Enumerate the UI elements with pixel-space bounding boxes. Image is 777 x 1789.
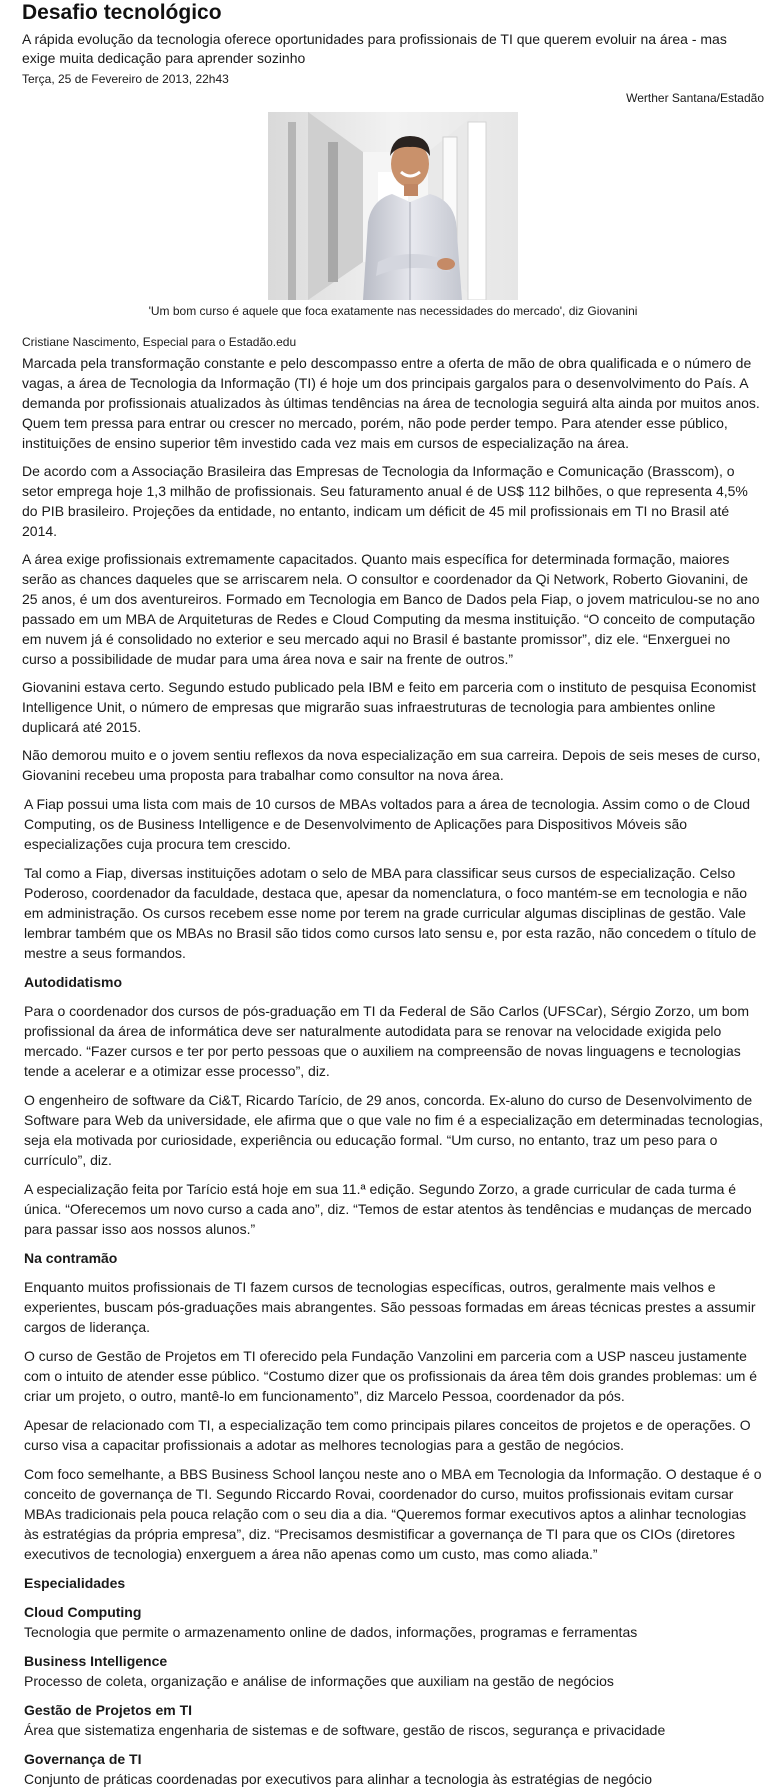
glossary-definition: Processo de coleta, organização e análise de informações que auxiliam na gestão de negócios [24, 1673, 614, 1689]
photo-credit: Werther Santana/Estadão [626, 91, 764, 105]
glossary-definition: Área que sistematiza engenharia de sistemas e de software, gestão de riscos, segurança e privacidade [24, 1722, 666, 1738]
paragraph: Marcada pela transformação constante e pelo descompasso entre a oferta de mão de obra qualificada e o número de vagas, a área de Tecnologia da Informação (TI) é hoje um dos principais gargalos para o desenvolvimento do País. A demanda por profissionais atualizados às últimas tendências na área de tecnologia seguirá alta ainda por muitos anos. Quem tem pressa para entrar ou crescer no mercado, porém, não pode perder tempo. Para atender esse público, instituições de ensino superior têm investido cada vez mais em cursos de especialização na área. [22, 355, 760, 451]
glossary [22, 1602, 764, 1789]
glossary-definition: Conjunto de práticas coordenadas por executivos para alinhar a tecnologia às estratégias de negócio [24, 1771, 653, 1787]
paragraph: Apesar de relacionado com TI, a especialização tem como principais pilares conceitos de projetos e de operações. O curso visa a capacitar profissionais a adotar as melhores tecnologias para a gestão de negócios. [24, 1417, 751, 1453]
paragraph: De acordo com a Associação Brasileira das Empresas de Tecnologia da Informação e Comunicação (Brasscom), o setor emprega hoje 1,3 milhão de profissionais. Seu faturamento anual é de US$ 112 bilhões, o que representa 4,5% do PIB brasileiro. Projeções da entidade, no entanto, indicam um déficit de 45 mil profissionais em TI no Brasil até 2014. [22, 463, 748, 539]
paragraph: Para o coordenador dos cursos de pós-graduação em TI da Federal de São Carlos (UFSCar), Sérgio Zorzo, um bom profissional da área de informática deve ser naturalmente autodidata para se renovar na velocidade exigida pelo mercado. “Fazer cursos e ter por perto pessoas que o auxiliem na compreensão de novas linguagens e tecnologias tende a acelerar e a otimizar esse processo”, diz. [24, 1003, 749, 1079]
glossary-definition: Tecnologia que permite o armazenamento online de dados, informações, programas e ferramentas [24, 1624, 638, 1640]
paragraph: A Fiap possui uma lista com mais de 10 cursos de MBAs voltados para a área de tecnologia. Assim como o de Cloud Computing, os de Business Intelligence e de Desenvolvimento de Aplicações para Dispositivos Móveis são especializações cuja procura tem crescido. [24, 796, 751, 852]
paragraph: Com foco semelhante, a BBS Business School lançou neste ano o MBA em Tecnologia da Informação. O destaque é o conceito de governança de TI. Segundo Riccardo Rovai, coordenador do curso, muitos profissionais evitam cursar MBAs tradicionais pela pouca relação com o seu dia a dia. “Queremos formar executivos aptos a alinhar tecnologias às estratégias da própria empresa”, diz. “Precisamos desmistificar a governança de TI para que os CIOs (diretores executivos de tecnologia) enxerguem a área não apenas como um custo, mas como aliada.” [24, 1466, 762, 1562]
portrait-image [268, 112, 518, 300]
paragraph: Não demorou muito e o jovem sentiu reflexos da nova especialização em sua carreira. Depois de seis meses de curso, Giovanini recebeu uma proposta para trabalhar como consultor na nova área. [22, 747, 761, 783]
paragraph: O engenheiro de software da Ci&T, Ricardo Tarício, de 29 anos, concorda. Ex-aluno do curso de Desenvolvimento de Software para Web da universidade, ele afirma que o que vale no fim é a especialização em determinadas tecnologias, seja ela motivada por curiosidade, experiência ou educação formal. “Um curso, no entanto, traz um peso para o currículo”, diz. [24, 1092, 764, 1168]
paragraph: Enquanto muitos profissionais de TI fazem cursos de tecnologias específicas, outros, geralmente mais velhos e experientes, buscam pós-graduações mais abrangentes. São pessoas formadas em áreas técnicas prestes a assumir cargos de liderança. [24, 1279, 756, 1335]
photo-caption: 'Um bom curso é aquele que foca exatamente nas necessidades do mercado', diz Giovanini [148, 304, 638, 318]
paragraph: Giovanini estava certo. Segundo estudo publicado pela IBM e feito em parceria com o instituto de pesquisa Economist Intelligence Unit, o número de empresas que migrarão suas infraestruturas de tecnologia para ambientes online duplicará até 2015. [22, 679, 756, 735]
article-photo [268, 112, 518, 300]
paragraph: A área exige profissionais extremamente capacitados. Quanto mais específica for determinada formação, maiores serão as chances daqueles que se arriscarem nela. O consultor e coordenador da Qi Network, Roberto Giovanini, de 25 anos, é um dos aventureiros. Formado em Tecnologia em Banco de Dados pela Fiap, o jovem matriculou-se no ano passado em um MBA de Arquiteturas de Redes e Cloud Computing da mesma instituição. “O conceito de computação em nuvem já é consolidado no exterior e seu mercado aqui no Brasil é bastante promissor”, diz ele. “Enxerguei no curso a possibilidade de mudar para uma área nova e sair na frente de outros.” [22, 551, 760, 667]
glossary-term: Business Intelligence [24, 1653, 168, 1669]
article-author: Cristiane Nascimento, Especial para o Estadão.edu [22, 335, 297, 349]
paragraph: O curso de Gestão de Projetos em TI oferecido pela Fundação Vanzolini em parceria com a USP nasceu justamente com o intuito de atender esse público. “Costumo dizer que os profissionais da área têm dois grandes problemas: um é criar um projeto, o outro, mantê-lo em funcionamento”, diz Marcelo Pessoa, coordenador da pós. [24, 1348, 758, 1404]
article [22, 0, 764, 1789]
section-heading-autodidatismo: Autodidatismo [24, 974, 122, 990]
paragraph: A especialização feita por Tarício está hoje em sua 11.ª edição. Segundo Zorzo, a grade curricular de cada turma é única. “Oferecemos um novo curso a cada ano”, diz. “Temos de estar atentos às tendências e mudanças de mercado para passar isso aos nossos alunos.” [24, 1181, 752, 1237]
paragraph: Tal como a Fiap, diversas instituições adotam o selo de MBA para classificar seus cursos de especialização. Celso Poderoso, coordenador da faculdade, destaca que, apesar da nomenclatura, o foco mantém-se em tecnologia e não em administração. Os cursos recebem esse nome por terem na grade curricular algumas disciplinas de gestão. Vale lembrar também que os MBAs no Brasil são tidos como cursos lato sensu e, por esta razão, não concedem o título de mestre a seus formandos. [24, 865, 757, 961]
section-heading-especialidades: Especialidades [24, 1575, 126, 1591]
article-subtitle: A rápida evolução da tecnologia oferece oportunidades para profissionais de TI que querem evoluir na área - mas exige muita dedicação para aprender sozinho [22, 31, 727, 66]
section-heading-na-contramao: Na contramão [24, 1250, 118, 1266]
article-date: Terça, 25 de Fevereiro de 2013, 22h43 [22, 72, 229, 86]
article-title: Desafio tecnológico [22, 1, 222, 24]
glossary-term: Cloud Computing [24, 1604, 142, 1620]
glossary-term: Governança de TI [24, 1751, 142, 1767]
glossary-term: Gestão de Projetos em TI [24, 1702, 193, 1718]
